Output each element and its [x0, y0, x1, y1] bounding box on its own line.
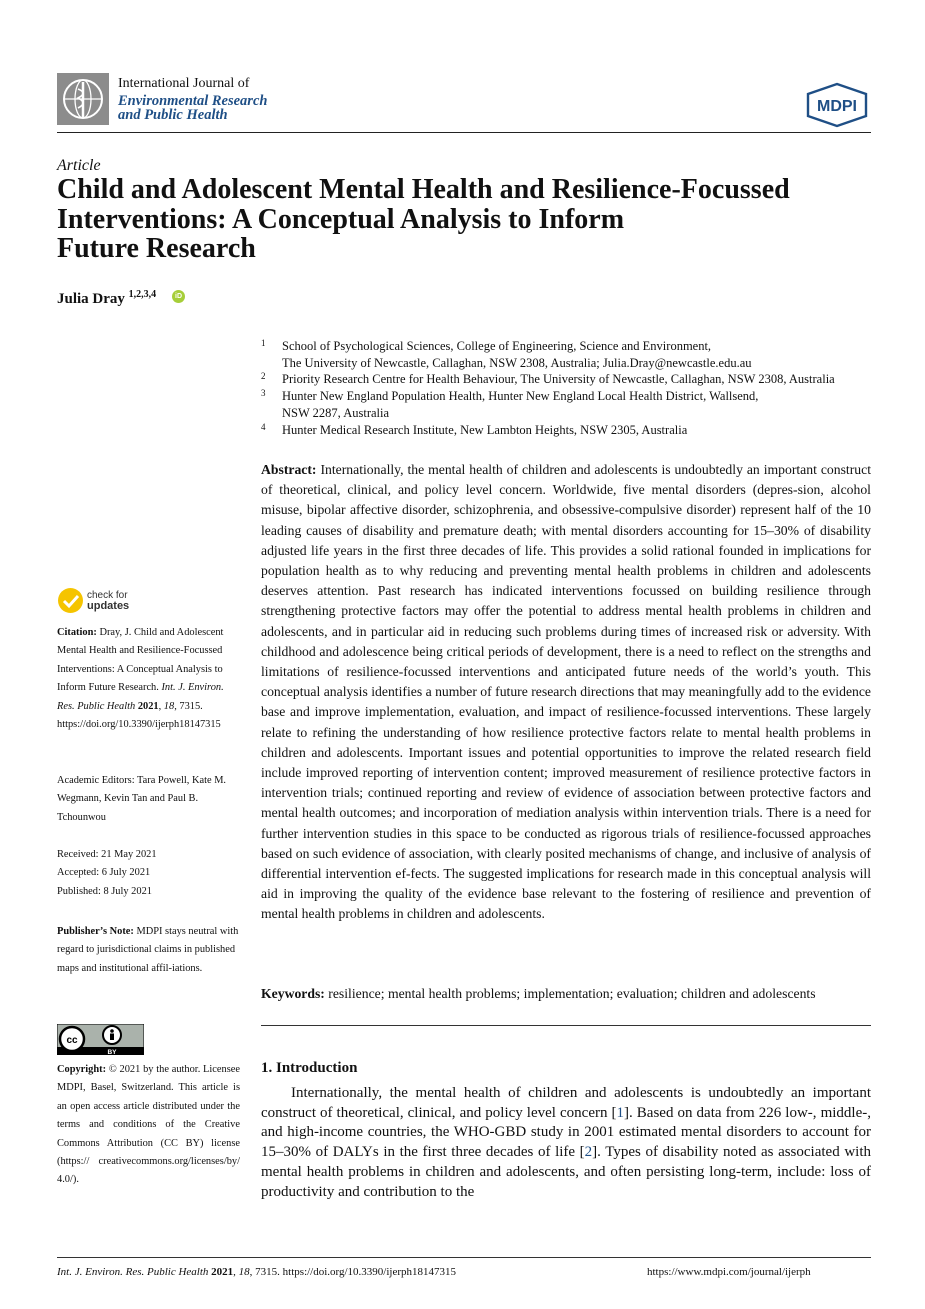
affiliation-4-line-1: Hunter Medical Research Institute, New Lambton Heights, NSW 2305, Australia	[282, 423, 688, 437]
author-affiliations: 1,2,3,4	[128, 289, 157, 300]
citation-doi[interactable]: , 7315. https://doi.org/10.3390/ijerph18147315	[57, 700, 221, 731]
affiliation-number-2: 2	[261, 371, 266, 381]
affiliation-2	[282, 371, 882, 388]
publication-dates	[57, 846, 240, 901]
affiliation-number-3: 3	[261, 388, 266, 398]
intro-text-part3: ]. Types of disability noted as associated with mental health problems in children and adolescents, and often persisting long-term, include: loss of productivity and contribution to the	[261, 1144, 871, 1200]
journal-name-line2: Environmental Research	[118, 93, 268, 109]
footer-citation: Int. J. Environ. Res. Public Health 2021, 18, 7315. https://doi.org/10.3390/ijerph18147315	[57, 1266, 457, 1278]
footer-year: 2021	[211, 1266, 234, 1278]
affiliation-3-line-1: Hunter New England Population Health, Hunter New England Local Health District, Wallsend,	[282, 389, 759, 403]
title-line-1: Child and Adolescent Mental Health and Resilience-Focussed	[57, 174, 790, 205]
cc-by-label: BY	[107, 1049, 117, 1055]
author[interactable]	[57, 289, 156, 308]
mdpi-logo[interactable]	[804, 82, 870, 133]
cc-by-license-badge[interactable]	[57, 1024, 144, 1055]
affiliation-2-line-1: Priority Research Centre for Health Behaviour, The University of Newcastle, Callaghan, NSW 2308, Australia	[282, 372, 835, 386]
abstract	[261, 460, 871, 925]
citation-volume: 18	[163, 700, 175, 712]
affiliation-4	[282, 422, 882, 439]
footer-volume: 18	[238, 1266, 250, 1278]
check-for-label[interactable]: check for	[87, 590, 128, 601]
article-type: Article	[57, 157, 101, 174]
publisher-note-text: MDPI stays neutral with regard to jurisdictional claims in published maps and institutional affil-iations.	[57, 926, 239, 974]
reference-link-2[interactable]: 2	[584, 1144, 593, 1161]
reference-link-1[interactable]: 1	[616, 1104, 625, 1121]
publisher-note-label: Publisher’s Note:	[57, 926, 134, 937]
journal-name-line3: and Public Health	[118, 107, 228, 123]
introduction-paragraph	[261, 1084, 871, 1202]
affiliation-1-line-1: School of Psychological Sciences, College of Engineering, Science and Environment,	[282, 339, 712, 353]
footer-doi[interactable]: , 7315. https://doi.org/10.3390/ijerph18147315	[249, 1266, 457, 1278]
published-date: Published: 8 July 2021	[57, 885, 152, 897]
keywords-label: Keywords:	[261, 986, 325, 1001]
abstract-label: Abstract:	[261, 462, 317, 477]
footer-journal: Int. J. Environ. Res. Public Health	[57, 1266, 209, 1278]
received-date: Received: 21 May 2021	[57, 849, 157, 860]
article-title	[57, 175, 877, 264]
journal-logo	[57, 73, 109, 125]
citation-journal: Int. J. Environ. Res. Public Health	[57, 682, 224, 712]
mdpi-hexagon-icon	[804, 82, 870, 128]
title-line-2: Interventions: A Conceptual Analysis to Inform	[57, 203, 625, 235]
keywords-text: resilience; mental health problems; implementation; evaluation; children and adolescents	[328, 986, 816, 1001]
globe-icon	[57, 73, 109, 125]
copyright-text: © 2021 by the author. Licensee MDPI, Basel, Switzerland. This article is an open access article distributed under the terms and conditions of the Creative Commons Attribution (CC BY) license (https:// creativecommons.org/licenses/by/ 4.0/).	[57, 1064, 240, 1186]
creative-commons-icon	[57, 1024, 144, 1055]
affiliation-1-line-2: The University of Newcastle, Callaghan, NSW 2308, Australia; Julia.Dray@newcastle.edu.au	[282, 355, 752, 370]
title-line-3: Future Research	[57, 233, 256, 264]
abstract-text: Internationally, the mental health of children and adolescents is undoubtedly an important construct of theoretical, clinical, and policy level concern. Worldwide, five mental disorders (depres-sion, alcohol misuse, bipolar affective disorder, schizophrenia, and obsessive-compulsive disorder) represent half of the 10 leading causes of disability and premature death; with mental disorders accounting for 15–30% of disability adjusted life years in the first three decades of life. This provides a solid rational founded in implications for population health as to why reducing and preventing mental health problems in children and adolescents deserves attention. Past research has indicated interventions focussed on building resilience through strengthening protective factors may offer the potential to address mental health problems in children and adolescents, and in particular aid in reducing such problems during times of increased risk or adversity. With childhood and adolescence being critical periods of development, there is a need to reflect on the strengths and limitations of resilience-focussed interventions and anticipated future needs of the world’s youth. This conceptual analysis identifies a number of future research directions that may meaningfully add to the evidence base and improve implementation, evaluation, and impact of resilience-focussed interventions. These largely relate to refining the understanding of how resilience protective factors relate to mental health problems in children and adolescents. Important issues and potential opportunities to improve the related research field include improved reporting of intervention content; improved measurement of resilience protective factors in intervention trials; continued reporting and review of evidence of association between protective factors and mental health outcomes; and incorporation of mediation analysis within intervention trials. There is a need for further intervention studies in this space to be conducted as rigorous trials of resilience-focussed approaches based on such evidence of association, with clearly posited mechanisms of change, and inclusive of analysis of differential intervention ef-fects. The suggested implications for research made in this conceptual analysis will aid in improving the quality of the evidence base relevant to the fostering of resilience and prevention of mental health problems in children and adolescents.	[261, 462, 872, 922]
journal-name-line1: International Journal of	[118, 76, 250, 91]
check-icon	[57, 587, 84, 614]
mdpi-logo-text: MDPI	[817, 98, 857, 115]
author-name[interactable]: Julia Dray	[57, 291, 125, 307]
abstract-divider	[261, 1025, 871, 1026]
section-heading-introduction: 1. Introduction	[261, 1060, 358, 1076]
affiliation-3-line-2: NSW 2287, Australia	[282, 405, 390, 420]
header-divider	[57, 132, 871, 133]
citation-block: Citation: Dray, J. Child and Adolescent Mental Health and Resilience-Focussed Interventions: A Conceptual Analysis to Inform Future Research. Int. J. Environ. Res. Public Health 2021, 18, 7315. https://doi.org/10.3390/ijerph18147315	[57, 627, 224, 731]
intro-text-part1: Internationally, the mental health of children and adolescents is undoubtedly an important construct of theoretical, clinical, and policy level concern [	[261, 1085, 871, 1121]
orcid-icon[interactable]: iD	[172, 290, 185, 303]
check-for-updates-button[interactable]	[57, 587, 84, 619]
citation-text: Dray, J. Child and Adolescent Mental Health and Resilience-Focussed Interventions: A Conceptual Analysis to Inform Future Research.	[57, 627, 224, 694]
footer-divider	[57, 1257, 871, 1258]
affiliation-1	[282, 338, 882, 371]
intro-text-part2: ]. Based on data from 226 low-, middle-, and high-income countries, the WHO-GBD study in 2001 estimated mental disorders to account for 15–30% of DALYs in the first three decades of life [	[261, 1104, 871, 1161]
academic-editors: Academic Editors: Tara Powell, Kate M. Wegmann, Kevin Tan and Paul B. Tchounwou	[57, 775, 227, 823]
publisher-note	[57, 923, 240, 978]
keywords	[261, 984, 876, 1004]
accepted-date: Accepted: 6 July 2021	[57, 867, 151, 879]
copyright-label: Copyright:	[57, 1064, 107, 1075]
footer-journal-url[interactable]: https://www.mdpi.com/journal/ijerph	[647, 1266, 811, 1278]
affiliation-number-4: 4	[261, 422, 266, 432]
citation-year: 2021	[137, 700, 159, 712]
affiliation-number-1: 1	[261, 338, 266, 348]
updates-label[interactable]: updates	[87, 600, 130, 612]
copyright-notice	[57, 1061, 240, 1190]
affiliation-3	[282, 388, 882, 421]
svg-text:cc: cc	[66, 1035, 78, 1046]
citation-label: Citation:	[57, 627, 97, 638]
